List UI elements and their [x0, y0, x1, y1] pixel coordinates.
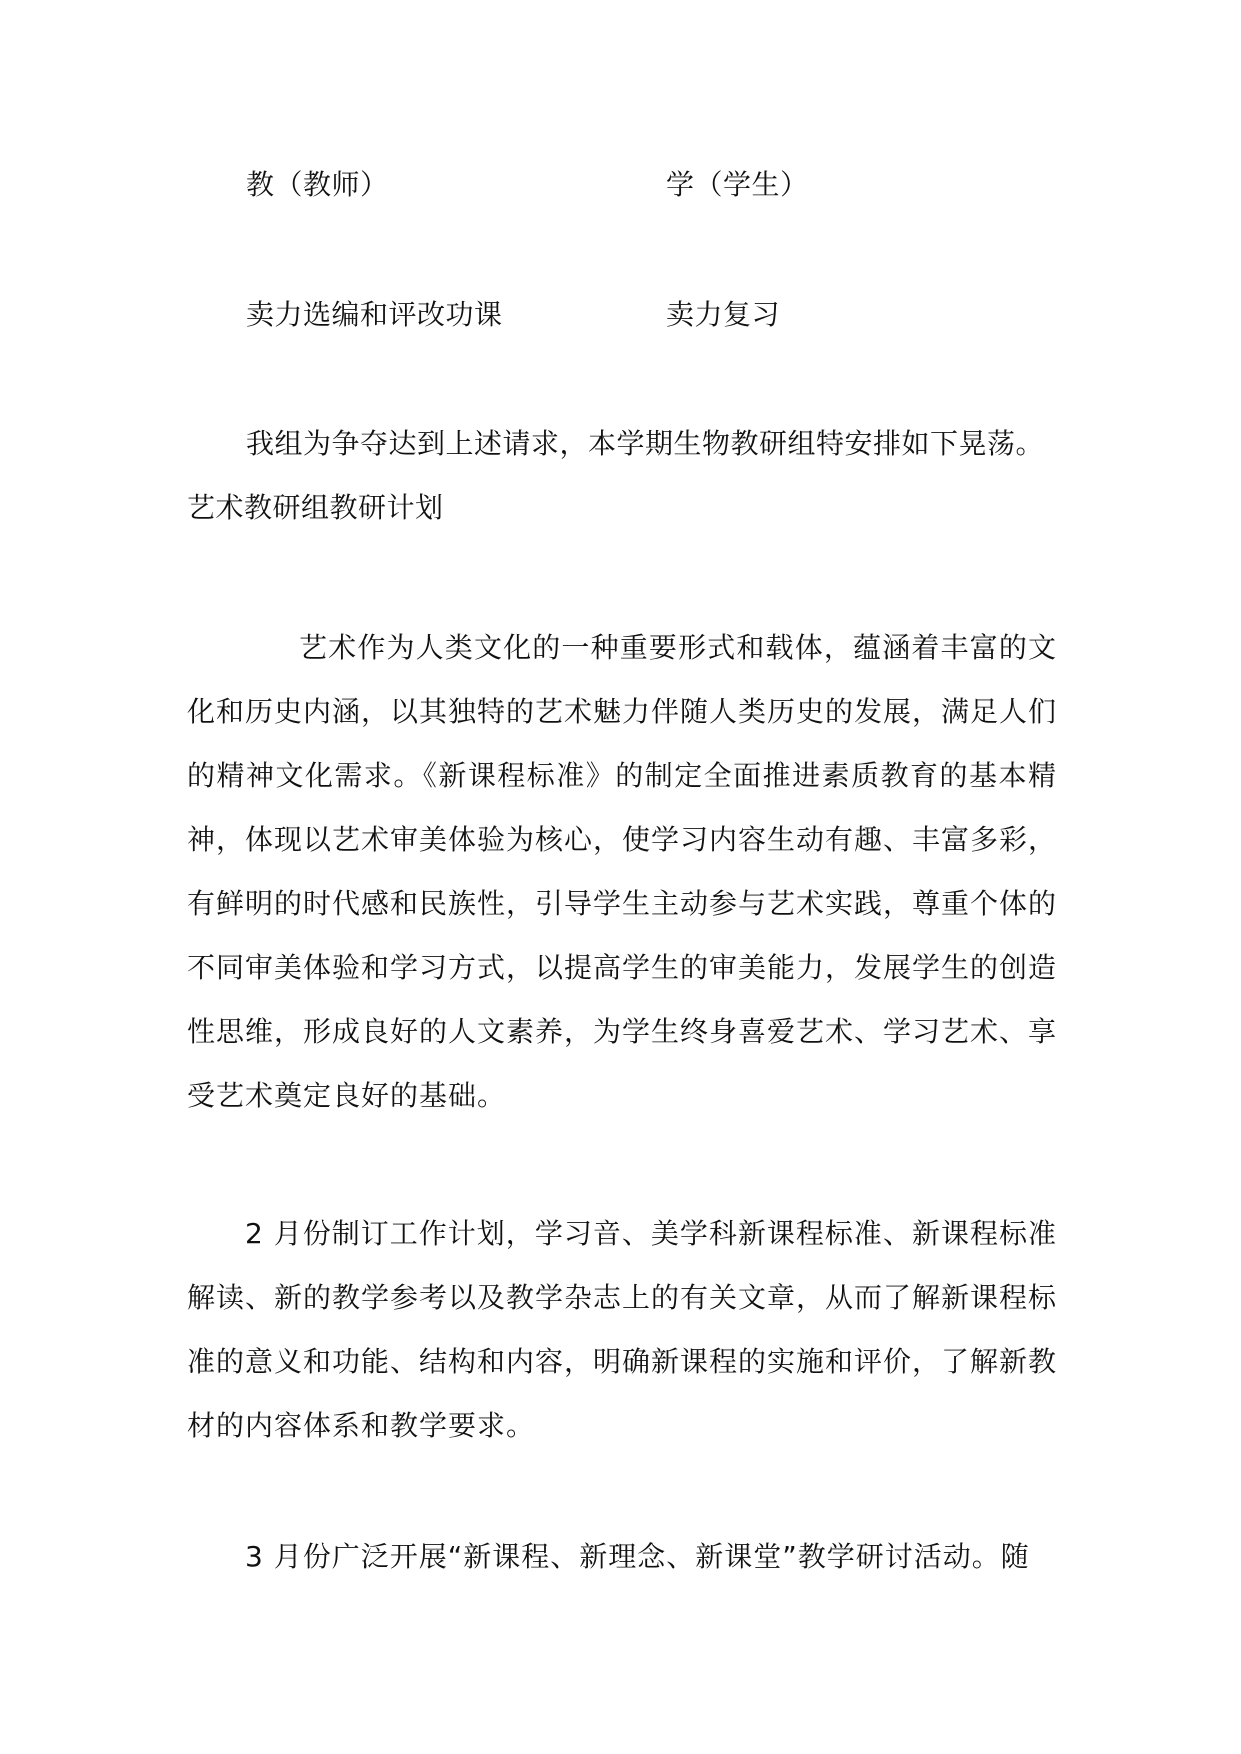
row-1-left: 教（教师） [246, 168, 389, 201]
paragraph-1: 艺术作为人类文化的一种重要形式和载体，蕴涵着丰富的文化和历史内涵，以其独特的艺术魅力伴随人类历史的发展，满足人们的精神文化需求。《新课程标准》的制定全面推进素质教育的基本精神，体现以艺术审美体验为核心，使学习内容生动有趣、丰富多彩，有鲜明的时代感和民族性，引导学生主动参与艺术实践，尊重个体的不同审美体验和学习方式，以提高学生的审美能力，发展学生的创造性思维，形成良好的人文素养，为学生终身喜爱艺术、学习艺术、享受艺术奠定良好的基础。 [187, 631, 1058, 1112]
row-2-left: 卖力选编和评改功课 [246, 298, 503, 331]
intro-sentence: 我组为争夺达到上述请求，本学期生物教研组特安排如下晃荡。 [246, 427, 1045, 460]
paragraph-3: 3 月份广泛开展“新课程、新理念、新课堂”教学研讨活动。随 [245, 1540, 1030, 1573]
row-2-right: 卖力复习 [666, 298, 781, 331]
section-heading: 艺术教研组教研计划 [187, 491, 444, 524]
paragraph-2: 2 月份制订工作计划，学习音、美学科新课程标准、新课程标准解读、新的教学参考以及教学杂志上的有关文章，从而了解新课程标准的意义和功能、结构和内容，明确新课程的实施和评价，了解新教材的内容体系和教学要求。 [187, 1217, 1058, 1442]
row-1-right: 学（学生） [666, 168, 809, 201]
